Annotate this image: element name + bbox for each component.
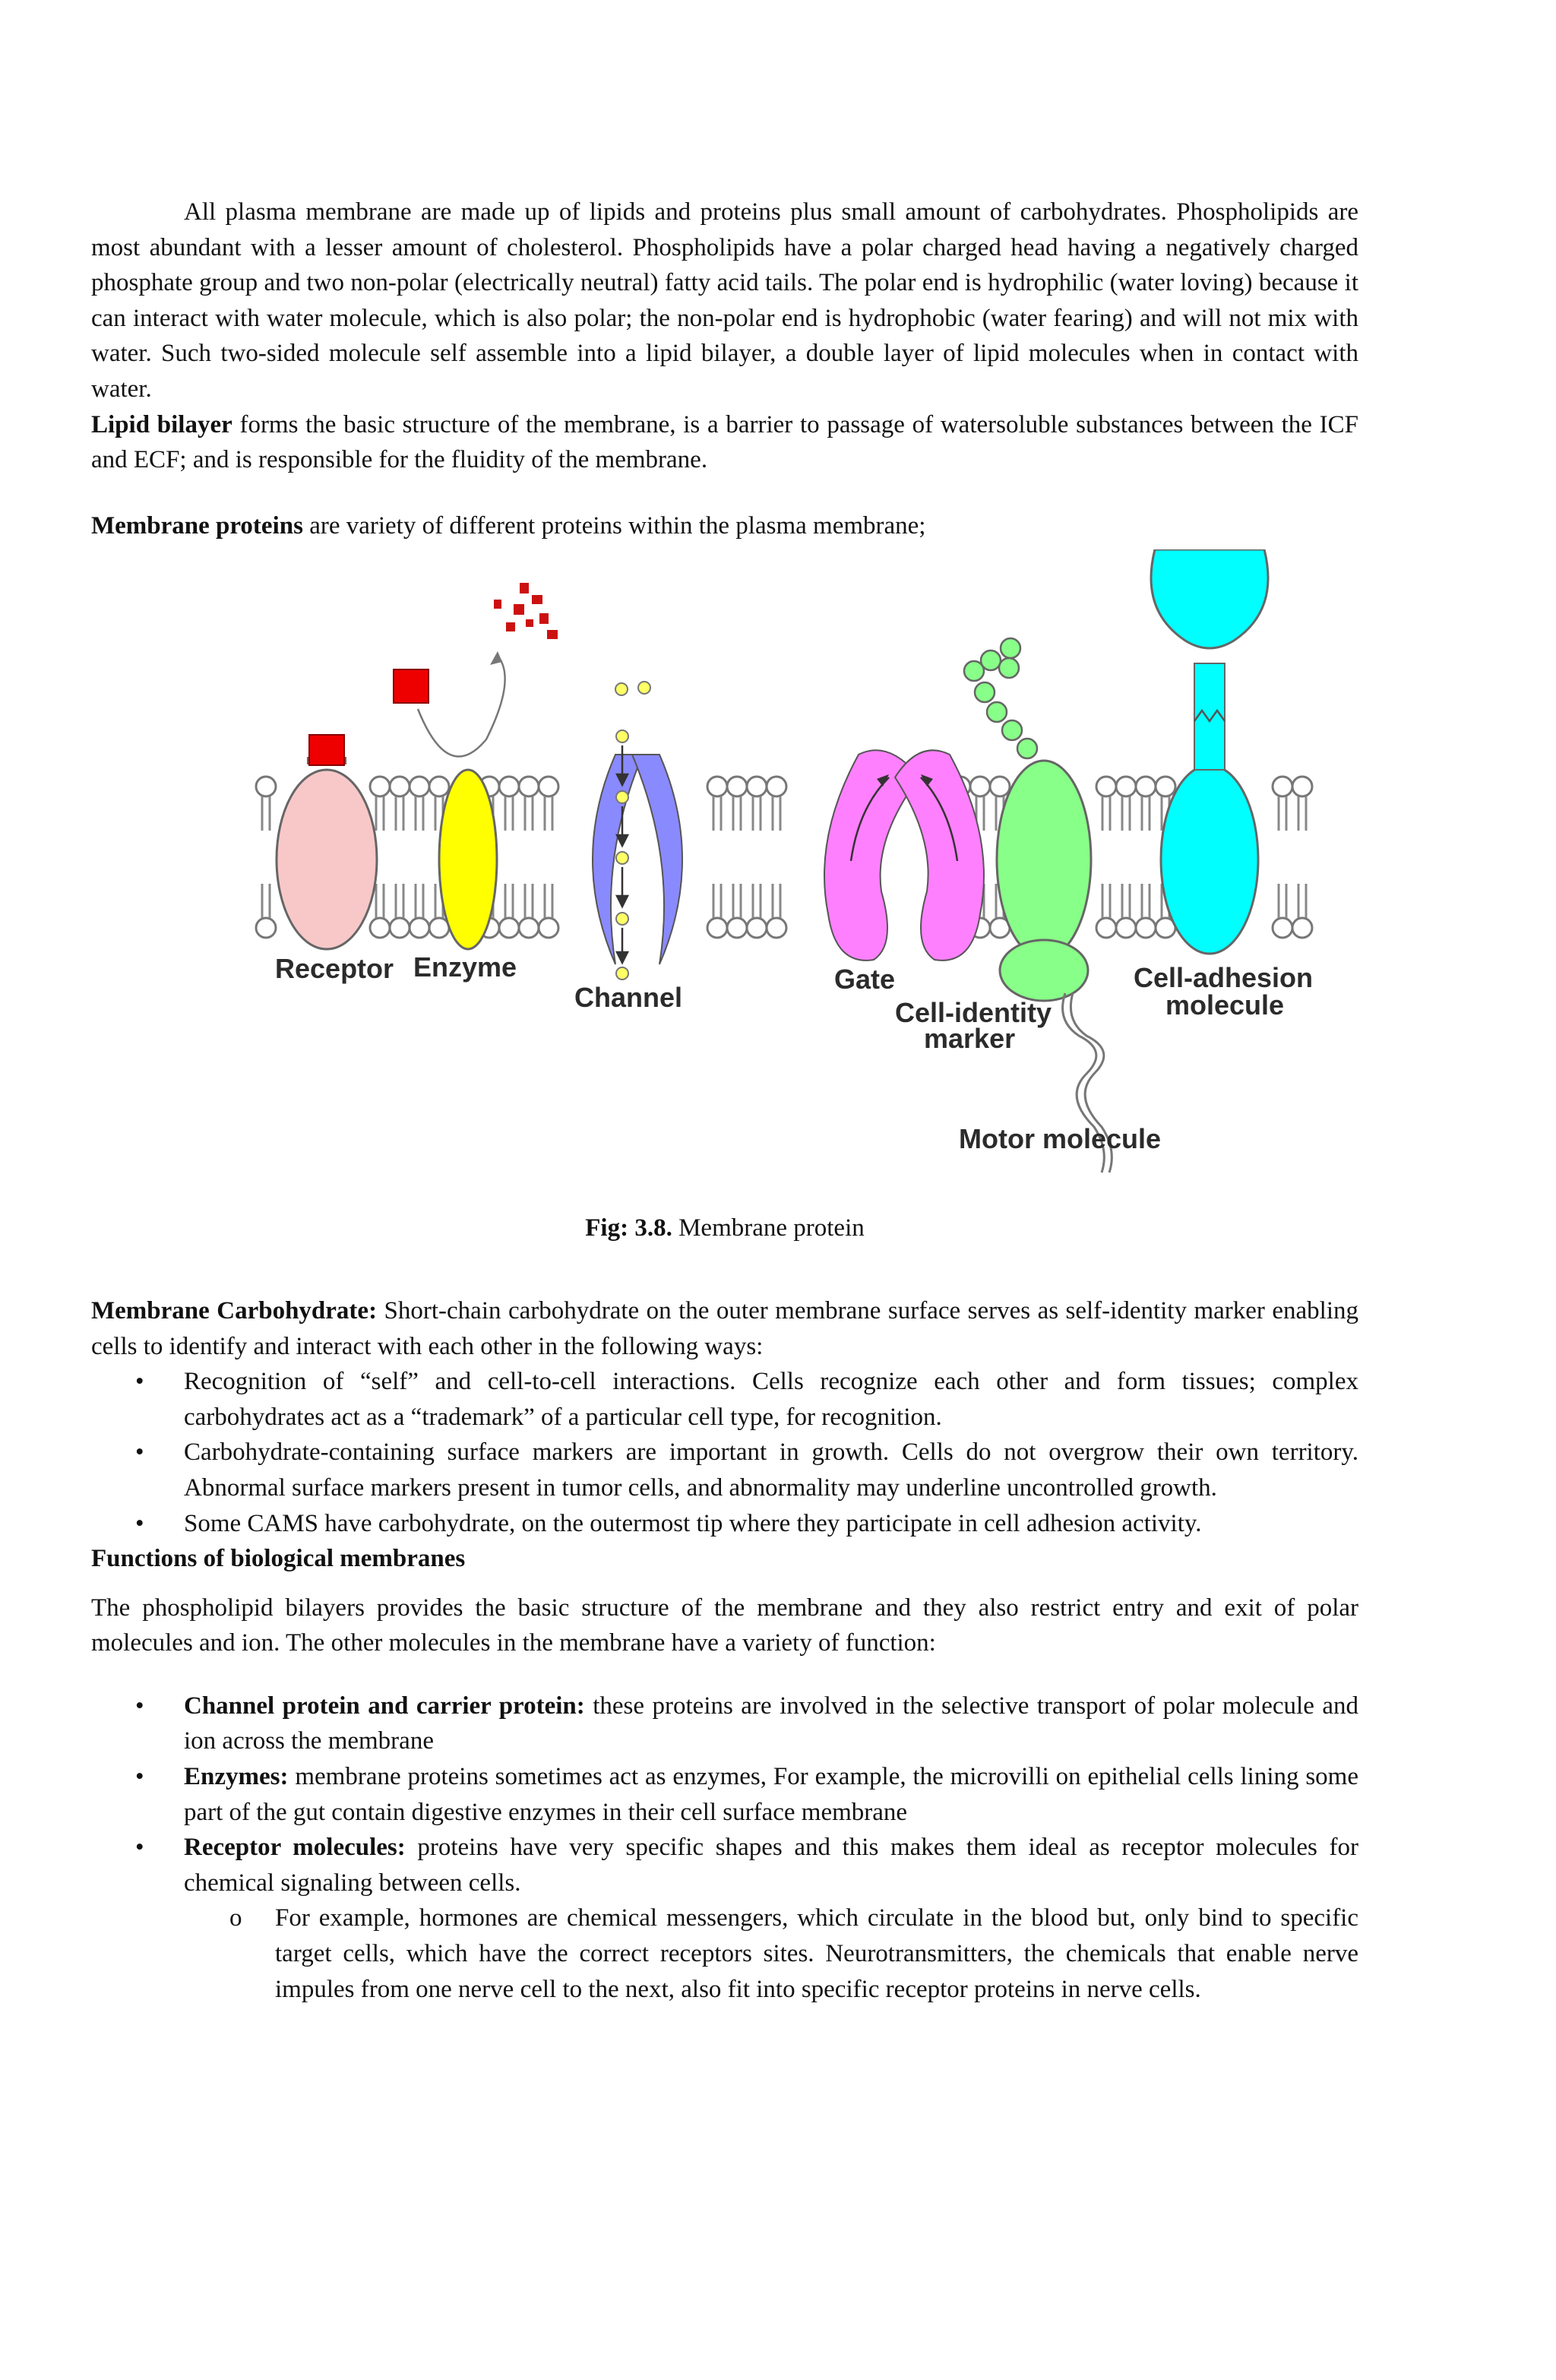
document-page <box>91 195 1358 2007</box>
membrane-protein-figure <box>91 549 1358 1211</box>
cell-adhesion-stalk <box>1194 663 1225 770</box>
intro-paragraph: All plasma membrane are made up of lipids and proteins plus small amount of carbohydrates. Phospholipids are most abundant with a lesser amount of cholesterol. Phospholipids have a polar charged head having a negatively charged phosphate group and two non-polar (electrically neutral) fatty acid tails. The polar end is hydrophilic (water loving) because it can interact with water molecule, which is also polar; the non-polar end is hydrophobic (water fearing) and will not mix with water. Such two-sided molecule self assemble into a lipid bilayer, a double layer of lipid molecules when in contact with water. <box>91 198 1358 403</box>
list-item: • Carbohydrate-containing surface markers are important in growth. Cells do not overgrow their own territory. Abnormal surface markers present in tumor cells, and abnormality may underline uncontrolled growth. <box>91 1435 1358 1505</box>
label-enzyme: Enzyme <box>413 951 517 983</box>
membrane-proteins-paragraph <box>91 508 1358 544</box>
enzyme-protein <box>439 770 497 949</box>
label-cell-identity-line1: Cell-identity <box>895 997 1052 1029</box>
carbohydrate-chain <box>964 638 1037 758</box>
list-item: • Some CAMS have carbohydrate, on the outermost tip where they participate in cell adhesion activity. <box>91 1506 1358 1542</box>
enzyme-reaction-arrow <box>418 656 505 757</box>
figure-caption-text: Membrane protein <box>672 1214 865 1242</box>
lipid-bilayer-paragraph <box>91 407 1358 478</box>
function-term: Enzymes: <box>184 1763 289 1791</box>
motor-molecule-head <box>1000 940 1088 1001</box>
channel-right-half <box>632 755 682 964</box>
label-cell-adhesion-line1: Cell-adhesion <box>1134 962 1314 994</box>
enzyme-products <box>494 583 558 639</box>
functions-bullet-list <box>91 1688 1358 1901</box>
membrane-proteins-term: Membrane proteins <box>91 511 303 540</box>
function-text: proteins have very specific shapes and this makes them ideal as receptor molecules for chemical signaling between cells. <box>184 1834 1358 1897</box>
list-item <box>91 1759 1358 1830</box>
label-channel: Channel <box>574 982 683 1014</box>
channel-ions <box>615 682 650 980</box>
carbohydrate-bullet-list <box>91 1364 1358 1541</box>
list-item: • Recognition of “self” and cell-to-cell interactions. Cells recognize each other and form tissues; complex carbohydrates act as a “trademark” of a particular cell type, for recognition. <box>91 1364 1358 1435</box>
membrane-diagram <box>91 549 1358 1211</box>
function-text: membrane proteins sometimes act as enzymes, For example, the microvilli on epithelial cells lining some part of the gut contain digestive enzymes in their cell surface membrane <box>184 1763 1358 1826</box>
function-term: Channel protein and carrier protein: <box>184 1692 585 1720</box>
membrane-proteins-text: are variety of different proteins within the plasma membrane; <box>302 511 926 540</box>
label-cell-adhesion-line2: molecule <box>1165 989 1285 1021</box>
function-term: Receptor molecules: <box>184 1834 406 1862</box>
receptor-ligand <box>309 735 344 765</box>
sub-list-item: o For example, hormones are chemical messengers, which circulate in the blood but, only bind to specific target cells, which have the correct receptors sites. Neurotransmitters, the chemicals that enable nerve impules from one nerve cell to the next, also fit into specific receptor proteins in nerve cells. <box>91 1901 1358 2007</box>
carbohydrate-term: Membrane Carbohydrate: <box>91 1296 378 1325</box>
figure-caption <box>91 1211 1358 1246</box>
label-motor-molecule: Motor molecule <box>959 1123 1162 1155</box>
label-cell-identity-line2: marker <box>924 1023 1016 1055</box>
receptor-protein <box>277 770 377 949</box>
lipid-bilayer <box>256 777 1312 938</box>
functions-intro: The phospholipid bilayers provides the basic structure of the membrane and they also restrict entry and exit of polar molecules and ion. The other molecules in the membrane have a variety of function: <box>91 1594 1358 1657</box>
lipid-bilayer-text: forms the basic structure of the membrane, is a barrier to passage of watersoluble substances between the ICF and ECF; and is responsible for the fluidity of the membrane. <box>91 410 1359 474</box>
function-text: these proteins are involved in the selective transport of polar molecule and ion across the membrane <box>184 1692 1358 1755</box>
label-receptor: Receptor <box>275 953 394 985</box>
carbohydrate-text: Short-chain carbohydrate on the outer membrane surface serves as self-identity marker enabling cells to identify and interact with each other in the following ways: <box>91 1296 1358 1360</box>
list-item <box>91 1688 1358 1759</box>
cell-identity-protein <box>997 761 1091 958</box>
lipid-bilayer-term: Lipid bilayer <box>91 410 232 438</box>
cell-adhesion-protein <box>1161 765 1258 954</box>
functions-heading: Functions of biological membranes <box>91 1545 466 1573</box>
enzyme-substrate <box>394 669 429 703</box>
list-item <box>91 1830 1358 1901</box>
cell-adhesion-head <box>1151 549 1268 648</box>
carbohydrate-paragraph <box>91 1293 1358 1364</box>
label-gate: Gate <box>834 964 896 995</box>
figure-caption-number: Fig: 3.8. <box>585 1214 672 1242</box>
functions-sub-list <box>91 1901 1358 2007</box>
